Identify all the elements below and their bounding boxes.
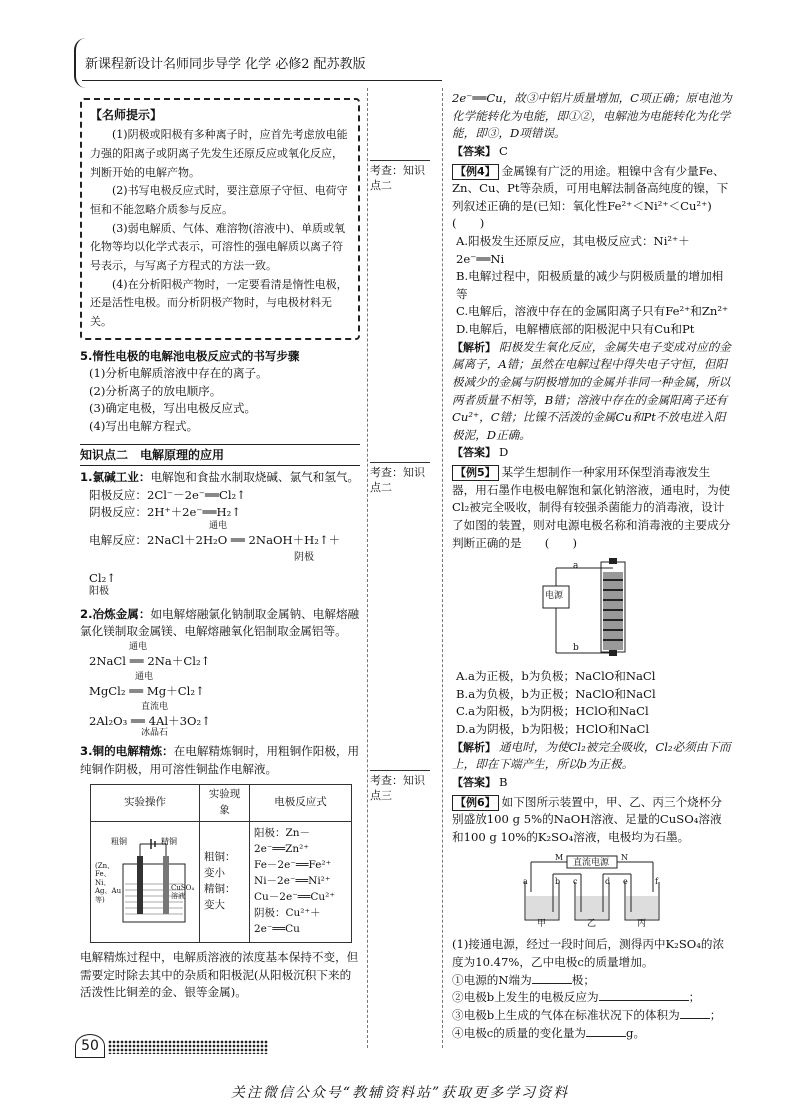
electrode-label: a (523, 877, 528, 887)
option: D.电解后，电解槽底部的阳极泥中只有Cu和Pt (456, 322, 695, 337)
reaction-line: Cu－2e⁻══Cu²⁺ (254, 891, 335, 904)
answer-label: 【答案】 (452, 144, 496, 158)
condition-label: 直流电 (141, 701, 169, 712)
chlor-alkali-para (80, 469, 360, 487)
tip-item: (4)在分析阳极产物时，一定要看清是惰性电极，还是活性电极。而分析阴极产物时，与电极材料无关。 (90, 277, 348, 329)
section-5-title: 5.惰性电极的电解池电极反应式的书写步骤 (80, 348, 300, 363)
option: C.电解后，溶液中存在的金属阳离子只有Fe²⁺和Zn²⁺ (456, 304, 729, 319)
terminal-a-label: a (573, 561, 579, 572)
condition-label: 冰晶石 (141, 727, 169, 738)
refining-title: 3.铜的电解精炼： (80, 743, 174, 758)
cl2-formula: Cl₂↑ (89, 570, 116, 585)
page-header: 新课程新设计名师同步导学 化学 必修2 配苏教版 (85, 57, 366, 72)
column-divider (367, 88, 368, 1048)
option: C.a为阳极，b为阴极；HClO和NaCl (456, 704, 649, 719)
example-5 (452, 464, 732, 552)
sub-question-tail: g。 (626, 1025, 646, 1040)
margin-note: 考查：知识点二 (370, 160, 430, 194)
sub-question-tail: 极； (571, 972, 595, 987)
reaction-line: Ni－2e⁻══Ni²⁺ (254, 875, 331, 888)
analysis-label: 【解析】 (452, 340, 496, 354)
table-header: 实验操作 (91, 785, 200, 822)
example-6-question: (1)接通电源，经过一段时间后，测得丙中K₂SO₄的浓度为10.47%，乙中电极c的质量增加。 (452, 937, 725, 970)
mgcl2-equation-row (89, 671, 360, 701)
table-header: 电极反应式 (250, 785, 352, 822)
option: B.a为负极，b为正极；NaClO和NaCl (456, 686, 656, 701)
tips-title: 【名师提示】 (90, 108, 163, 122)
footer-note: 关注微信公众号“教辅资料站”获取更多学习资料 (230, 1085, 570, 1101)
sub-question (452, 1007, 732, 1025)
example-6 (452, 794, 732, 847)
beaker-label: 乙 (587, 919, 597, 930)
knowledge-point-heading: 知识点二 电解原理的应用 (80, 444, 360, 466)
cathode-annotation: 阴极 (294, 551, 314, 563)
step-item: (2)分析离子的放电顺序。 (89, 383, 222, 398)
step-item: (1)分析电解质溶液中存在的离子。 (89, 366, 268, 381)
teacher-tips-box (80, 98, 360, 340)
option: D.a为阴极，b为阳极；HClO和NaCl (456, 722, 650, 736)
power-label: 电源 (545, 591, 564, 602)
example-4-text: 金属镍有广泛的用途。粗镍中含有少量Fe、Zn、Cu、Pt等杂质，可用电解法制备高纯度的镍，下列叙述正确的是(已知：氧化性Fe²⁺＜Ni²⁺＜Cu²⁺) ( ) (452, 163, 735, 231)
example-4 (452, 163, 735, 233)
reaction-line: 阴极：Cu²⁺＋2e⁻══Cu (254, 907, 321, 935)
sub-question-tail: ； (709, 1007, 722, 1022)
sub-question-text: ②电极b上发生的电极反应为 (452, 990, 599, 1005)
left-column (80, 98, 360, 1002)
column-divider (442, 88, 443, 1048)
header-rule (82, 80, 442, 81)
dc-source-label: 直流电源 (573, 858, 610, 869)
example-6-text: 如下图所示装置中，甲、乙、丙三个烧杯分别盛放100 g 5%的NaOH溶液、足量的CuSO₄溶液和100 g 10%的K₂SO₄溶液，电极均为石墨。 (452, 794, 722, 844)
condition-label: 通电 (135, 671, 154, 682)
option: A.阳极发生还原反应，其电极反应式：Ni²⁺＋2e⁻══Ni (456, 233, 690, 266)
smelting-para (80, 606, 360, 641)
analysis-5 (452, 739, 732, 774)
refining-table (90, 784, 352, 943)
three-beaker-diagram (517, 852, 667, 930)
margin-note: 考查：知识点三 (370, 770, 430, 804)
tip-item: (2)书写电极反应式时，要注意原子守恒、电荷守恒和不能忽略介质参与反应。 (90, 184, 348, 216)
analysis-text: 通电时，为使Cl₂被完全吸收，Cl₂必须由下而上，即在下端产生，所以b为正极。 (452, 739, 731, 772)
answer-3 (452, 143, 732, 161)
option: B.电解过程中，阳极质量的减少与阴极质量的增加相等 (456, 269, 724, 301)
example-label: 【例5】 (452, 465, 499, 481)
generator-svg (537, 558, 647, 662)
analysis-label: 【解析】 (452, 740, 496, 754)
step-item: (3)确定电极，写出电极反应式。 (89, 401, 257, 416)
total-equation: 电解反应：2NaCl＋2H₂O ══ 2NaOH＋H₂↑＋ (89, 532, 341, 547)
electrode-label: b (555, 877, 561, 887)
answer-blank[interactable] (599, 1000, 689, 1001)
page-number-ornament (108, 1040, 268, 1054)
sub-question (452, 972, 732, 990)
sub-question-text: ④电极c的质量的变化量为 (452, 1025, 587, 1040)
answer-value: B (499, 774, 508, 789)
reaction-line: Fe－2e⁻══Fe²⁺ (254, 859, 332, 872)
anode-annotation: 阳极 (89, 585, 109, 597)
step-item: (4)写出电解方程式。 (89, 419, 199, 434)
sub-question-text: ①电源的N端为 (452, 972, 532, 987)
terminal-m-label: M (555, 853, 564, 863)
smelting-title: 2.冶炼金属： (80, 606, 151, 621)
beaker-label: 甲 (537, 919, 547, 930)
crude-copper-label: 粗铜 (111, 837, 127, 847)
sub-question (452, 1025, 732, 1043)
beaker-label: 丙 (637, 919, 647, 930)
terminal-n-label: N (621, 853, 628, 863)
sub-question-text: ③电极b上生成的气体在标准状况下的体积为 (452, 1007, 680, 1022)
right-column (452, 90, 735, 1042)
electrode-label: f (655, 877, 658, 887)
analysis-4 (452, 339, 732, 445)
example-label: 【例4】 (452, 164, 499, 180)
total-reaction (89, 520, 360, 566)
nacl-equation-row (89, 641, 360, 671)
smelting-desc: 如电解熔融氯化钠制取金属钠、电解熔融氯化镁制取金属镁、电解熔融氧化铝制取金属铝等。 (80, 606, 360, 639)
page-number: 50 (75, 1034, 105, 1058)
anode-reaction: 阳极反应：2Cl⁻－2e⁻══Cl₂↑ (89, 487, 246, 502)
refining-para (80, 743, 360, 778)
chlor-alkali-title: 1.氯碱工业： (80, 469, 151, 484)
answer-blank[interactable] (680, 1018, 710, 1019)
phenomenon-cell: 粗铜：变小 精铜：变大 (200, 822, 250, 943)
answer-blank[interactable] (532, 983, 572, 984)
option: A.a为正极，b为负极；NaClO和NaCl (456, 669, 656, 684)
answer-5 (452, 774, 732, 792)
nacl-equation: 2NaCl ══ 2Na＋Cl₂↑ (89, 653, 211, 668)
sub-question (452, 989, 732, 1007)
chlor-alkali-desc: 电解饱和食盐水制取烧碱、氯气和氢气。 (150, 469, 360, 484)
al2o3-equation: 2Al₂O₃ ══ 4Al＋3O₂↑ (89, 713, 211, 728)
condition-label: 通电 (209, 520, 228, 531)
margin-note: 考查：知识点二 (370, 462, 430, 496)
example-5-text: 某学生想制作一种家用环保型消毒液发生器，用石墨作电极电解饱和氯化钠溶液，通电时，为使Cl₂被完全吸收，制得有较强杀菌能力的消毒液，设计了如图的装置，则对电源电极名称和消毒液的主要成分判断正确的是 ( ) (452, 465, 731, 550)
reaction-line: 阳极：Zn－2e⁻══Zn²⁺ (254, 827, 311, 856)
tip-item: (3)弱电解质、气体、难溶物(溶液中)、单质或氧化物等均以化学式表示，可溶性的强电解质以离子符号表示，与写离子方程式的方法一致。 (90, 221, 346, 273)
electrode-label: c (573, 877, 578, 887)
electrode-label: e (623, 877, 628, 887)
answer-label: 【答案】 (452, 775, 496, 789)
al2o3-equation-row (89, 701, 360, 739)
reactions-cell (250, 822, 352, 943)
cl2-product (89, 570, 360, 602)
refining-desc: 在电解精炼铜时，用粗铜作阳极，用纯铜作阴极，用可溶性铜盐作电解液。 (80, 743, 360, 776)
electrode-label: d (605, 877, 611, 887)
solution-label: CuSO₄溶液 (171, 884, 195, 901)
answer-4 (452, 444, 732, 462)
cathode-reaction: 阴极反应：2H⁺＋2e⁻══H₂↑ (89, 505, 241, 520)
impurity-label: (Zn、Fe、Ni、Ag、Au等) (95, 862, 122, 904)
apparatus-cell (91, 822, 200, 943)
pure-copper-label: 精铜 (161, 837, 177, 847)
answer-value: D (499, 445, 509, 460)
continued-analysis: 2e⁻══Cu，故③中铝片质量增加，C项正确；原电池为化学能转化为电能，即①②，电解池为电能转化为化学能，即③，D项错误。 (452, 91, 732, 141)
condition-label: 通电 (129, 641, 148, 652)
terminal-b-label: b (573, 643, 579, 654)
disinfectant-generator-diagram (537, 558, 647, 662)
sub-question-tail: ； (688, 990, 701, 1005)
analysis-text: 阳极发生氧化反应，金属失电子变成对应的金属离子，A错；虽然在电解过程中得失电子守恒，但阳极减少的金属与阴极增加的金属并非同一种金属，所以两者质量不相等，B错；溶液中存在的金属阳离子还有Cu²⁺，C错；比镍不活泼的金属Cu和Pt不放电进入阳极泥，D正确。 (452, 339, 731, 442)
answer-blank[interactable] (586, 1036, 626, 1037)
refining-after-text: 电解精炼过程中，电解质溶液的浓度基本保持不变，但需要定时除去其中的杂质和阳极泥(从阳极沉积下来的活泼性比铜差的金、银等金属)。 (80, 950, 359, 1000)
tip-item: (1)阴极或阳极有多种离子时，应首先考虑放电能力强的阳离子或阴离子先发生还原反应或氧化反应，判断开始的电解产物。 (90, 128, 348, 179)
table-header: 实验现象 (200, 785, 250, 822)
answer-label: 【答案】 (452, 446, 496, 460)
example-label: 【例6】 (452, 795, 499, 811)
mgcl2-equation: MgCl₂ ══ Mg＋Cl₂↑ (89, 683, 205, 698)
answer-value: C (499, 143, 508, 158)
